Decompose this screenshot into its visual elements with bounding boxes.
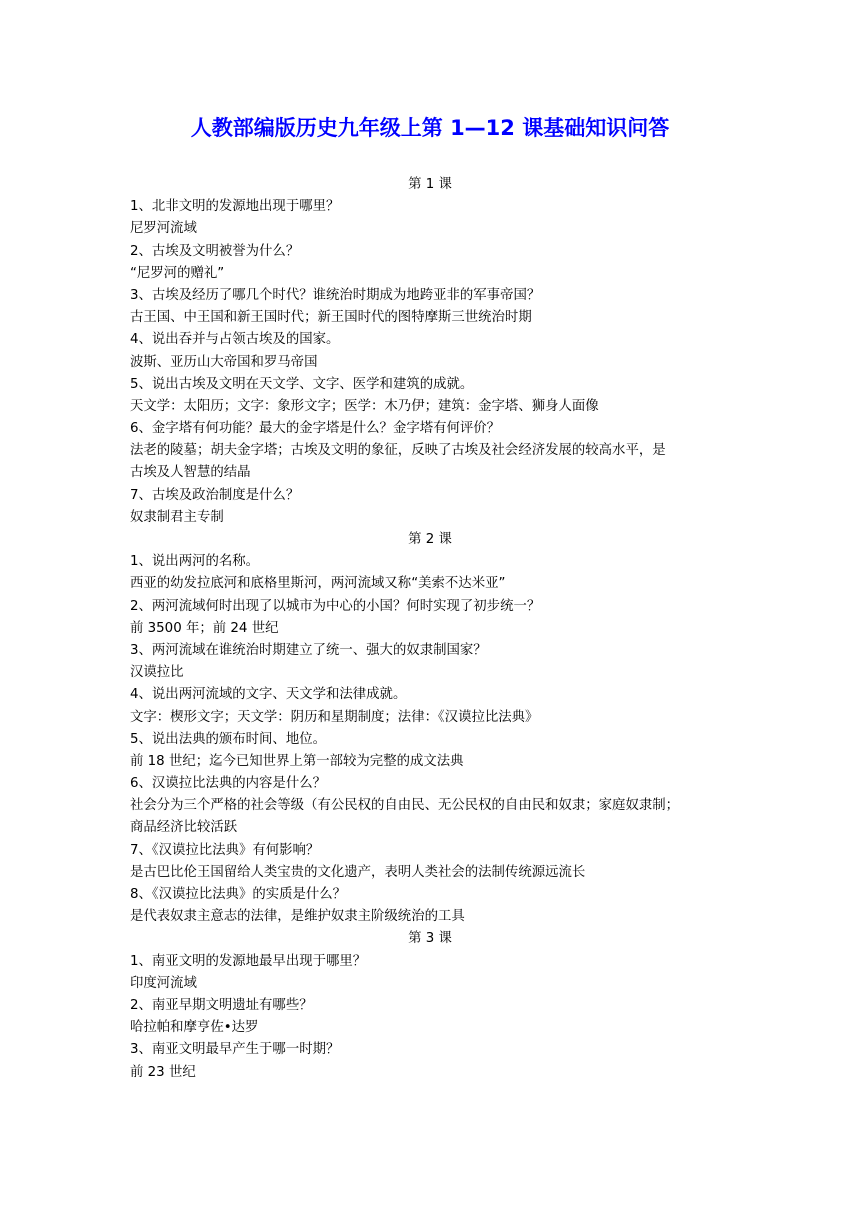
- answer-line: 印度河流域: [130, 975, 197, 991]
- answer-line: 尼罗河流域: [130, 221, 197, 237]
- answer-line: 前 18 世纪；迄今已知世界上第一部较为完整的成文法典: [130, 753, 464, 769]
- document-body: [130, 174, 730, 1084]
- question-line: 6、汉谟拉比法典的内容是什么？: [130, 776, 326, 792]
- answer-line: 文字：楔形文字；天文学：阴历和星期制度；法律：《汉谟拉比法典》: [130, 709, 539, 725]
- answer-line: 商品经济比较活跃: [130, 820, 238, 836]
- answer-line: 古王国、中王国和新王国时代；新王国时代的图特摩斯三世统治时期: [130, 310, 532, 326]
- question-line: 7、《汉谟拉比法典》有何影响？: [130, 842, 320, 858]
- question-line: 1、说出两河的名称。: [130, 554, 260, 570]
- question-line: 4、说出吞并与占领古埃及的国家。: [130, 332, 340, 348]
- question-line: 3、南亚文明最早产生于哪一时期？: [130, 1042, 340, 1058]
- question-line: 8、《汉谟拉比法典》的实质是什么？: [130, 887, 347, 902]
- question-line: 1、南亚文明的发源地最早出现于哪里？: [130, 953, 367, 969]
- question-line: 2、南亚早期文明遗址有哪些？: [130, 997, 313, 1013]
- answer-line: 前 23 世纪: [130, 1064, 196, 1080]
- lesson-heading: 第 3 课: [408, 931, 452, 947]
- document-title: 人教部编版历史九年级上第 1—12 课基础知识问答: [190, 116, 670, 140]
- answer-line: 是古巴比伦王国留给人类宝贵的文化遗产，表明人类社会的法制传统源远流长: [130, 864, 586, 880]
- answer-line: 奴隶制君主专制: [130, 509, 224, 525]
- lesson-1-qa: [130, 196, 730, 529]
- question-line: 5、说出古埃及文明在天文学、文字、医学和建筑的成就。: [130, 376, 474, 392]
- answer-line: 前 3500 年；前 24 世纪: [130, 620, 279, 636]
- question-line: 1、北非文明的发源地出现于哪里？: [130, 199, 340, 215]
- question-line: 4、说出两河流域的文字、天文学和法律成就。: [130, 687, 407, 703]
- lesson-3-qa: [130, 951, 730, 1084]
- answer-line: 古埃及人智慧的结晶: [130, 465, 251, 481]
- answer-line: 社会分为三个严格的社会等级（有公民权的自由民、无公民权的自由民和奴隶；家庭奴隶制；: [130, 798, 680, 814]
- answer-line: 西亚的幼发拉底河和底格里斯河，两河流域又称“美索不达米亚”: [130, 576, 506, 592]
- answer-line: “尼罗河的赠礼”: [130, 265, 225, 281]
- answer-line: 波斯、亚历山大帝国和罗马帝国: [130, 354, 318, 370]
- answer-line: 天文学：太阳历；文字：象形文字；医学：木乃伊；建筑：金字塔、狮身人面像: [130, 398, 599, 414]
- lesson-heading: 第 1 课: [408, 177, 452, 192]
- lesson-2-qa: [130, 551, 730, 928]
- question-line: 5、说出法典的颁布时间、地位。: [130, 731, 326, 747]
- answer-line: 汉谟拉比: [130, 665, 184, 681]
- answer-line: 法老的陵墓；胡夫金字塔；古埃及文明的象征，反映了古埃及社会经济发展的较高水平，是: [130, 443, 666, 459]
- answer-line: 是代表奴隶主意志的法律，是维护奴隶主阶级统治的工具: [130, 909, 465, 925]
- question-line: 7、古埃及政治制度是什么？: [130, 487, 300, 503]
- question-line: 3、两河流域在谁统治时期建立了统一、强大的奴隶制国家？: [130, 642, 487, 658]
- question-line: 3、古埃及经历了哪几个时代？谁统治时期成为地跨亚非的军事帝国？: [130, 287, 541, 303]
- answer-line: 哈拉帕和摩亨佐•达罗: [130, 1020, 259, 1036]
- lesson-heading: 第 2 课: [408, 532, 452, 547]
- question-line: 2、两河流域何时出现了以城市为中心的小国？何时实现了初步统一？: [130, 598, 541, 614]
- question-line: 2、古埃及文明被誉为什么？: [130, 243, 300, 259]
- question-line: 6、金字塔有何功能？最大的金字塔是什么？金字塔有何评价？: [130, 421, 501, 437]
